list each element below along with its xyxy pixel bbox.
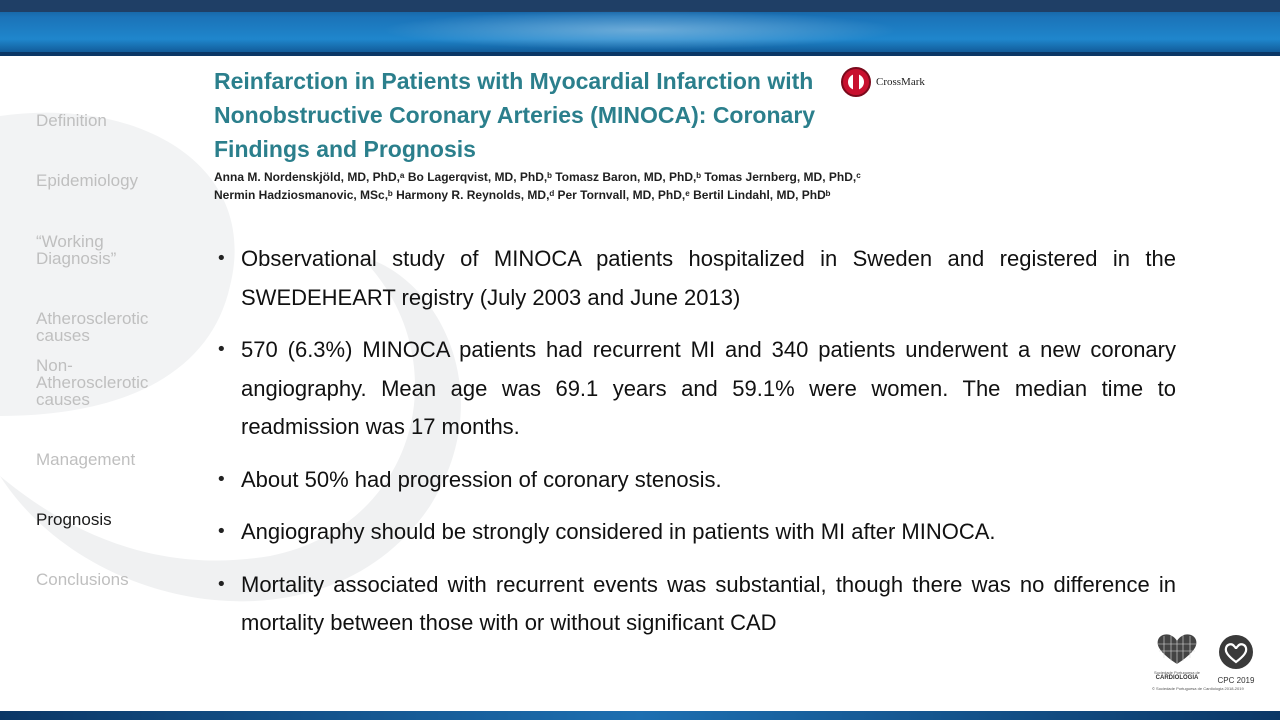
top-banner xyxy=(0,0,1280,56)
paper-header xyxy=(214,64,934,204)
sidebar-item-prognosis[interactable]: Prognosis xyxy=(36,510,112,529)
list-item xyxy=(214,331,1176,447)
list-item xyxy=(214,513,1176,552)
bullet-text: Angiography should be strongly considered in patients with MI after MINOCA. xyxy=(241,519,996,544)
list-item xyxy=(214,461,1176,500)
paper-title: Reinfarction in Patients with Myocardial Infarction with Nonobstructive Coronary Arteries (MINOCA): Coronary Findings and Prognosis xyxy=(214,68,816,162)
logo-footnote: © Sociedade Portuguesa de Cardiologia 2018-2019 xyxy=(1152,686,1244,691)
spc-logo xyxy=(1152,632,1202,681)
bullet-icon: • xyxy=(216,339,227,360)
sidebar-item-definition[interactable]: Definition xyxy=(36,111,107,130)
bullet-text: About 50% had progression of coronary stenosis. xyxy=(241,466,722,492)
footer-logos xyxy=(1152,632,1262,694)
list-item xyxy=(214,566,1176,643)
bullet-icon: • xyxy=(216,521,227,542)
bullet-list xyxy=(214,240,1176,657)
crossmark-badge[interactable] xyxy=(840,66,925,98)
paper-authors: Anna M. Nordenskjöld, MD, PhD,ᵃ Bo Lagerqvist, MD, PhD,ᵇ Tomasz Baron, MD, PhD,ᵇ Tomas Jernberg, MD, PhD,ᶜ Nermin Hadziosmanovic, MSc,ᵇ Harmony R. Reynolds, MD,ᵈ Per Tornvall, MD, PhD,ᵉ Bertil Lindahl, MD, PhDᵇ xyxy=(214,170,861,202)
bullet-icon: • xyxy=(216,573,227,595)
spc-small-text: Sociedade Portuguesa de xyxy=(1153,670,1201,675)
cpc-logo xyxy=(1214,634,1258,685)
sidebar-item-non-atherosclerotic-causes[interactable]: Non-Atherosclerotic causes xyxy=(36,356,149,409)
bullet-text: 570 (6.3%) MINOCA patients had recurrent MI and 340 patients underwent a new coronary angiography. Mean age was 69.1 years and 59.1% were women. The median time to readmission was 17 months. xyxy=(241,337,1176,439)
bullet-text: Mortality associated with recurrent events was substantial, though there was no difference in mortality between those with or without significant CAD xyxy=(241,571,1176,635)
bullet-icon: • xyxy=(216,248,227,269)
sidebar-item-epidemiology[interactable]: Epidemiology xyxy=(36,171,139,190)
bullet-text: Observational study of MINOCA patients hospitalized in Sweden and registered in the SWEDEHEART registry (July 2003 and June 2013) xyxy=(241,246,1176,310)
crossmark-label: CrossMark xyxy=(876,76,925,88)
spc-name: CARDIOLOGIA xyxy=(1155,675,1199,681)
heart-grid-icon xyxy=(1152,632,1202,666)
sidebar-item-conclusions[interactable]: Conclusions xyxy=(36,570,129,589)
sidebar-item-management[interactable]: Management xyxy=(36,450,136,469)
bullet-icon: • xyxy=(216,468,227,490)
bottom-bar xyxy=(0,711,1280,720)
cpc-heart-icon xyxy=(1216,634,1256,670)
banner-glow xyxy=(380,10,900,50)
list-item xyxy=(214,240,1176,317)
sidebar-item-working-diagnosis[interactable]: “Working Diagnosis” xyxy=(36,232,117,268)
cpc-label: CPC 2019 xyxy=(1217,676,1255,685)
sidebar-item-atherosclerotic-causes[interactable]: Atherosclerotic causes xyxy=(36,309,149,345)
crossmark-icon xyxy=(840,66,872,98)
